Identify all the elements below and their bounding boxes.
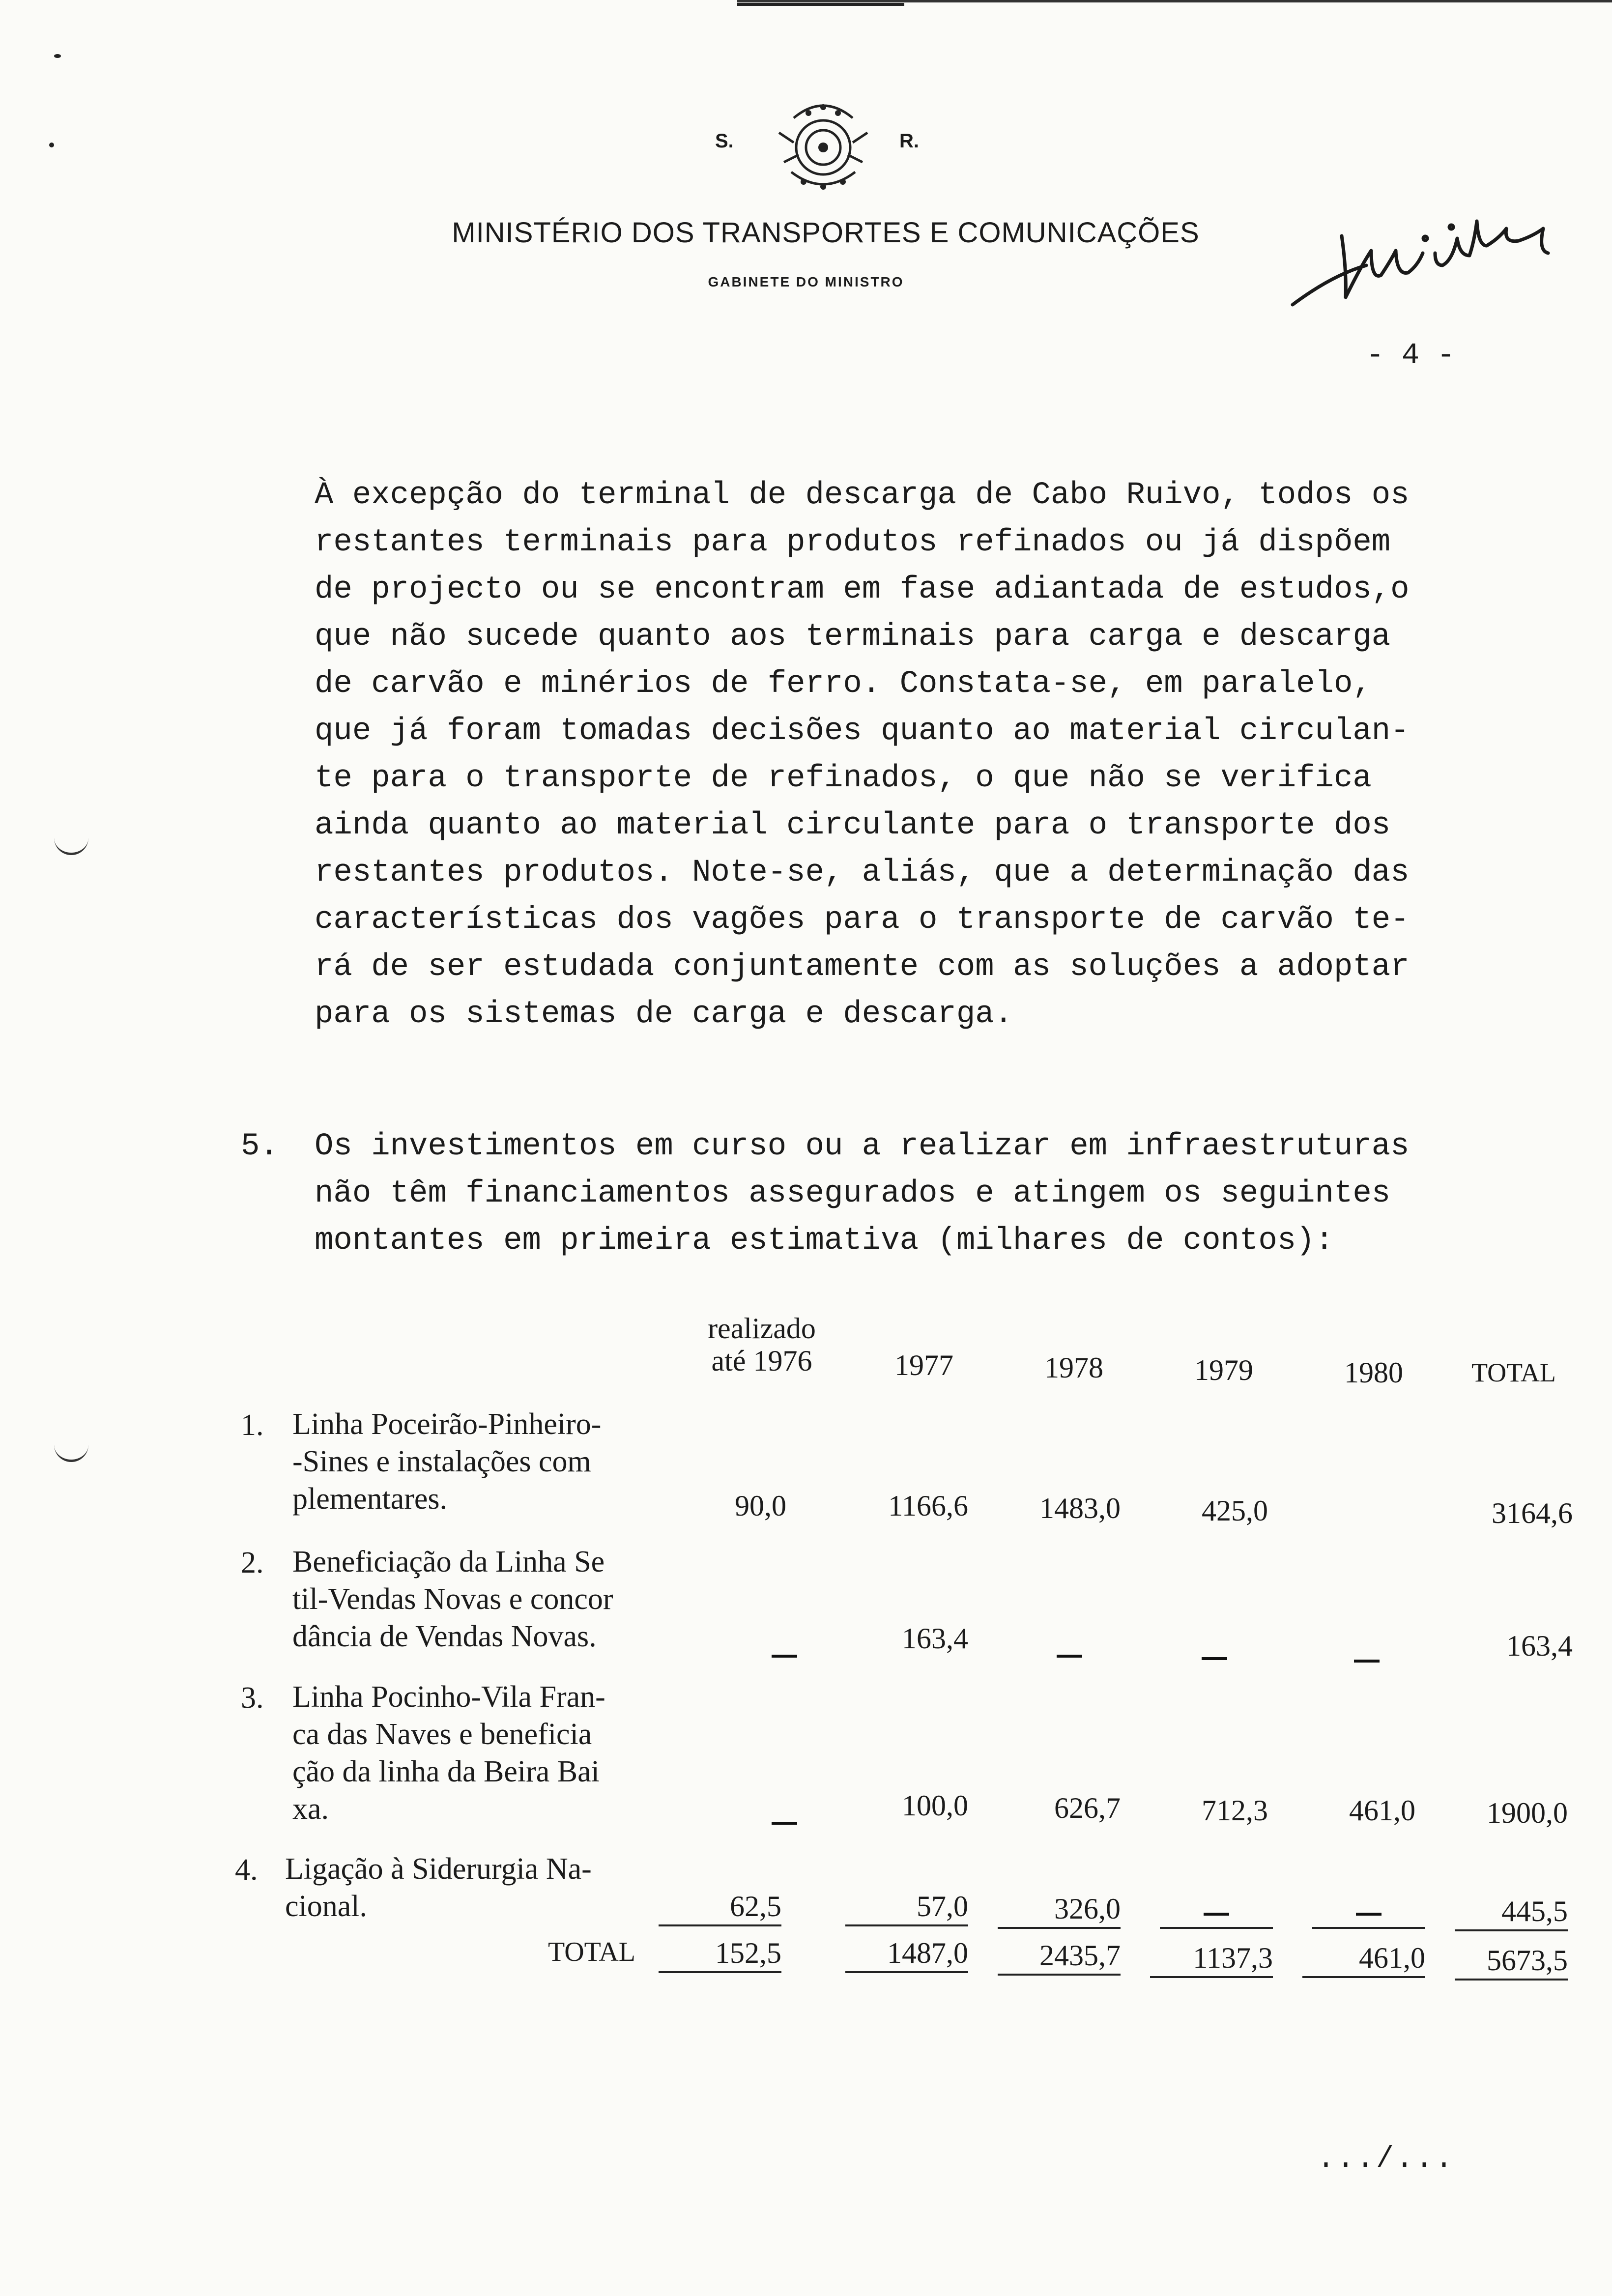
cell-value: 1483,0 <box>1039 1492 1121 1524</box>
col-header-1977: 1977 <box>894 1349 953 1381</box>
col-header-1979: 1979 <box>1194 1354 1253 1386</box>
cell-value: 90,0 <box>735 1490 786 1522</box>
row-number: 3. <box>241 1681 264 1715</box>
paragraph-line: restantes produtos. Note-se, aliás, que a determinação das <box>315 855 1410 890</box>
row-label-line: -Sines e instalações com <box>292 1445 591 1478</box>
cell-value: 1166,6 <box>888 1490 968 1522</box>
paragraph-line: de carvão e minérios de ferro. Constata-se, em paralelo, <box>315 666 1372 702</box>
paragraph-line: que já foram tomadas decisões quanto ao material circulan- <box>315 714 1410 749</box>
ministry-title: MINISTÉRIO DOS TRANSPORTES E COMUNICAÇÕES <box>452 217 1200 249</box>
cell-value: 100,0 <box>902 1789 968 1822</box>
cell-value: 57,0 <box>845 1890 968 1926</box>
col-header-line: até 1976 <box>711 1345 812 1377</box>
section-line: montantes em primeira estimativa (milhares de contos): <box>315 1223 1334 1259</box>
row-label-line: ca das Naves e beneficia <box>292 1718 592 1751</box>
section-line: Os investimentos em curso ou a realizar em infraestruturas <box>315 1129 1410 1164</box>
cell-value: 62,5 <box>659 1890 781 1926</box>
cell-value: 163,4 <box>1506 1630 1573 1662</box>
row-label <box>292 1678 605 1828</box>
paragraph-line: ainda quanto ao material circulante para o transporte dos <box>315 808 1391 843</box>
paragraph-line: características dos vagões para o transporte de carvão te- <box>315 902 1410 938</box>
office-subtitle: GABINETE DO MINISTRO <box>708 274 904 289</box>
cell-dash <box>1202 1639 1227 1673</box>
row-label-line: Beneficiação da Linha Se <box>292 1545 605 1578</box>
continuation-marker: .../... <box>1317 2143 1455 2176</box>
cell-value: 712,3 <box>1202 1794 1268 1827</box>
cell-dash <box>1312 1894 1425 1929</box>
paragraph-line: para os sistemas de carga e descarga. <box>315 997 1013 1032</box>
row-label <box>292 1543 613 1655</box>
row-label-line: ção da linha da Beira Bai <box>292 1755 600 1788</box>
col-header-until-1976 <box>678 1312 845 1377</box>
row-label-line: Linha Poceirão-Pinheiro- <box>292 1407 602 1441</box>
row-label-line: Linha Pocinho-Vila Fran- <box>292 1680 605 1714</box>
total-value: 2435,7 <box>998 1939 1121 1976</box>
row-label-line: dância de Vendas Novas. <box>292 1620 597 1653</box>
cell-dash <box>1160 1894 1273 1929</box>
cell-value: 163,4 <box>902 1622 968 1655</box>
header-letter-s: S. <box>715 130 734 152</box>
total-value: 152,5 <box>659 1936 781 1973</box>
cell-value: 626,7 <box>1054 1792 1121 1824</box>
row-label-line: plementares. <box>292 1482 448 1516</box>
cell-value: 326,0 <box>998 1892 1121 1929</box>
col-header-line: realizado <box>708 1312 816 1345</box>
row-label <box>292 1406 601 1518</box>
page-number: - 4 - <box>1366 339 1455 373</box>
cell-dash <box>772 1804 797 1837</box>
cell-value: 1900,0 <box>1487 1797 1568 1829</box>
paragraph-line: que não sucede quanto aos terminais para carga e descarga <box>315 619 1391 655</box>
cell-value: 445,5 <box>1455 1894 1568 1931</box>
row-number: 4. <box>235 1853 258 1887</box>
cell-dash <box>1354 1641 1380 1675</box>
total-label: TOTAL <box>548 1937 636 1967</box>
total-value: 461,0 <box>1302 1941 1425 1978</box>
cell-value: 461,0 <box>1349 1794 1415 1827</box>
row-number: 1. <box>241 1408 264 1442</box>
col-header-1980: 1980 <box>1344 1356 1403 1389</box>
paragraph-line: rá de ser estudada conjuntamente com as soluções a adoptar <box>315 949 1410 985</box>
total-value: 1487,0 <box>845 1936 968 1973</box>
paragraph-line: te para o transporte de refinados, o que não se verifica <box>315 761 1372 796</box>
row-label-line: cional. <box>285 1890 367 1923</box>
row-label-line: xa. <box>292 1792 329 1826</box>
row-label <box>285 1850 592 1925</box>
row-label-line: til-Vendas Novas e concor <box>292 1582 613 1616</box>
paragraph-line: À excepção do terminal de descarga de Cabo Ruivo, todos os <box>315 478 1410 513</box>
total-value: 5673,5 <box>1455 1944 1568 1980</box>
row-label-line: Ligação à Siderurgia Na- <box>285 1852 592 1886</box>
col-header-1978: 1978 <box>1044 1351 1103 1384</box>
header-letter-r: R. <box>899 130 919 152</box>
section-line: não têm financiamentos assegurados e atingem os seguintes <box>315 1176 1391 1211</box>
cell-dash <box>1057 1636 1082 1670</box>
cell-dash <box>772 1636 797 1670</box>
paragraph-line: de projecto ou se encontram em fase adiantada de estudos,o <box>315 572 1410 607</box>
row-number: 2. <box>241 1546 264 1579</box>
total-value: 1137,3 <box>1150 1941 1273 1978</box>
section-number: 5. <box>241 1129 279 1164</box>
col-header-total: TOTAL <box>1471 1358 1556 1387</box>
cell-value: 425,0 <box>1202 1494 1268 1527</box>
paragraph-line: restantes terminais para produtos refinados ou já dispõem <box>315 525 1391 560</box>
cell-value: 3164,6 <box>1492 1497 1573 1529</box>
